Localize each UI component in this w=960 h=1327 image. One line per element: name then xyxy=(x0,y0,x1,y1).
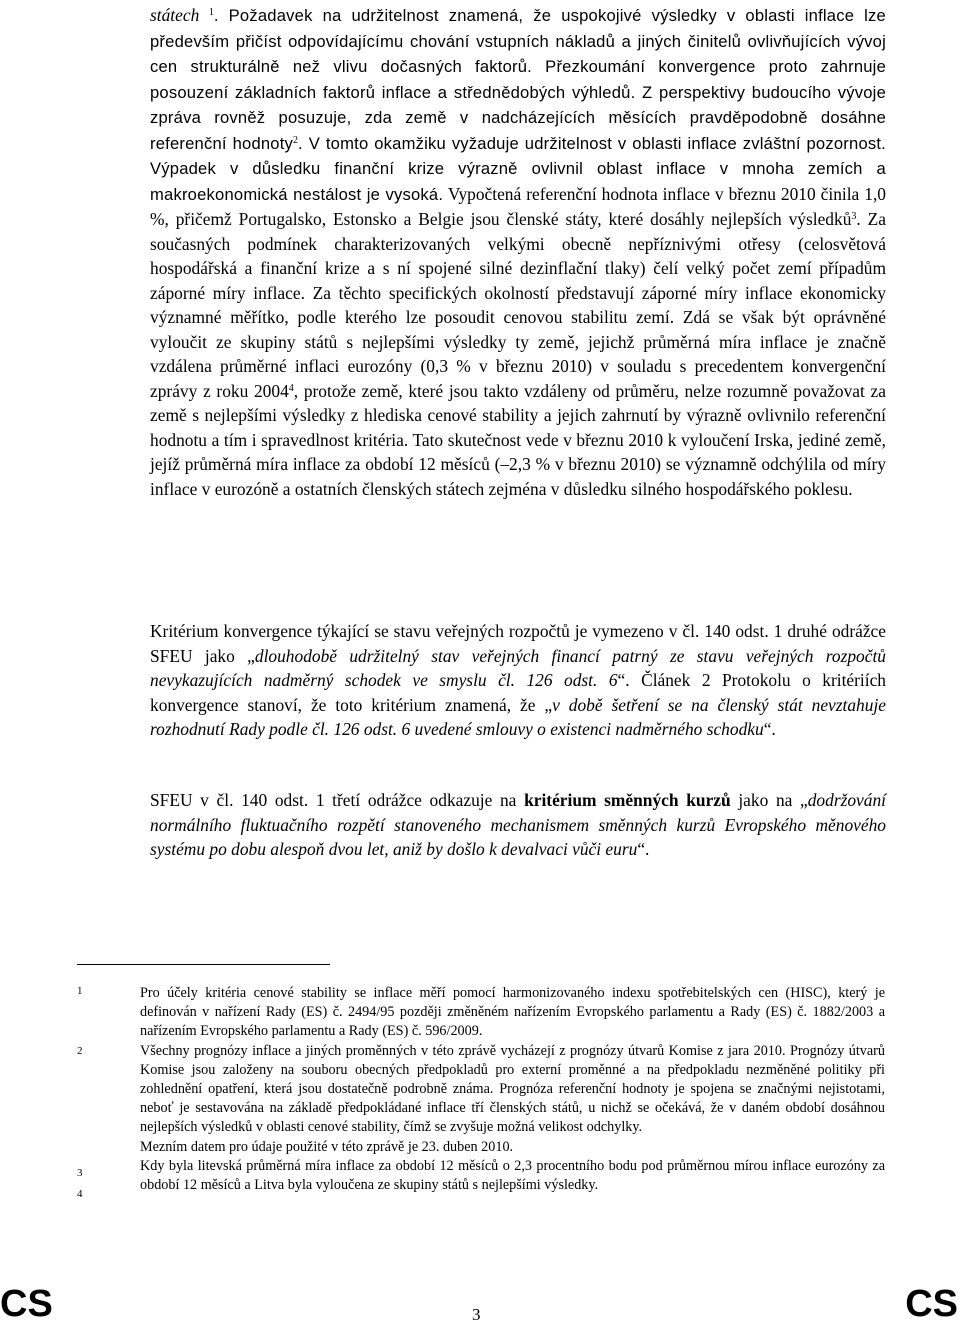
para3-part-c: jako na „ xyxy=(730,790,808,810)
footnote-text-2: Všechny prognózy inflace a jiných proměnných v této zprávě vycházejí z prognózy útvarů Komise z jara 2010. Prognózy útvarů Komise jsou založeny na souboru obecných předpokladů pro externí proměnné a na předpokladu nezměněné politiky při zohlednění opatření, která jsou dostatečně podrobně známa. Prognóza referenční hodnoty je spojena se značnými nejistotami, neboť je sestavována na základě předpokládané inflace tří členských států, u nichž se očekává, že v daném období dosáhnou nejlepších výsledků v oblasti cenové stability, čímž se zvyšuje možná velikost odchylky. xyxy=(140,1042,885,1136)
page-number: 3 xyxy=(472,1305,481,1324)
language-mark-left: CS xyxy=(0,1283,53,1325)
footnote-number-1: 1 xyxy=(77,985,83,997)
para2-quote-2: v době šetření se na členský stát nevztahuje rozhodnutí Rady podle čl. 126 odst. 6 uvedené smlouvy o existenci nadměrného schodku xyxy=(150,694,886,739)
footnote-text-3: Mezním datem pro údaje použité v této zprávě je 23. duben 2010. xyxy=(140,1138,514,1155)
para2-part-e: “. xyxy=(763,719,776,739)
footnote-number-4: 4 xyxy=(77,1188,83,1200)
para1-sentence-2: Z perspektivy budoucího vývoje zpráva rovněž posuzuje, zda země v nadcházejících měsících pravděpodobně dosáhne referenční hodnoty xyxy=(150,82,886,153)
footnote-ref-4[interactable]: 4 xyxy=(288,382,294,394)
para1-sentence-4: Vypočtená referenční hodnota inflace v březnu 2010 činila 1,0 %, přičemž Portugalsko, Estonsko a Belgie jsou členské státy, které dosáhly nejlepších výsledků xyxy=(150,183,886,229)
para3-part-e: “. xyxy=(637,839,650,859)
para2-part-a: Kritérium konvergence týkající se stavu veřejných rozpočtů je vymezeno v čl. 140 odst. 1 druhé odrážce SFEU jako „ xyxy=(150,621,886,666)
footnote-ref-3[interactable]: 3 xyxy=(851,211,857,222)
continued-text-start: státech xyxy=(150,5,200,25)
para3-part-a: SFEU v čl. 140 odst. 1 třetí odrážce odkazuje na xyxy=(150,790,525,810)
footnote-number-2: 2 xyxy=(77,1045,83,1057)
paragraph-price-stability xyxy=(150,3,886,501)
paragraph-exchange-rate-criterion xyxy=(150,788,886,862)
footnote-text-4: Kdy byla litevská průměrná míra inflace za období 12 měsíců o 2,3 procentního bodu pod průměrnou mírou inflace eurozóny za období 12 měsíců a Litva byla vyloučena ze skupiny států s nejlepšími výsledky. xyxy=(140,1157,885,1194)
footnote-number-3: 3 xyxy=(77,1167,83,1179)
para1-sentence-3: . V tomto okamžiku vyžaduje udržitelnost v oblasti inflace zvláštní pozornost. Výpadek v důsledku finanční krize výrazně ovlivnil oblast inflace v mnoha zemích a makroekonomická nestálost je vysoká. xyxy=(150,133,886,204)
para1-sentence-6: , protože země, které jsou takto vzdáleny od průměru, nelze rozumně považovat za země s nejlepšími výsledky z hlediska cenové stability a jejich zahrnutí by výrazně ovlivnilo referenční hodnotu a tím i spravedlnost kritéria. Tato skutečnost vede v březnu 2010 k vyloučení Irska, jediné země, jejíž průměrná míra inflace za období 12 měsíců (–2,3 % v březnu 2010) se významně odchýlila od míry inflace v eurozóně a ostatních členských státech zejména v důsledku silného hospodářského poklesu. xyxy=(150,380,886,499)
para1-sentence-5: . Za současných podmínek charakterizovaných velkými obecně nepříznivými otřesy (celosvětová hospodářská a finanční krize a s ní spojené silné dezinflační tlaky) čelí velký počet zemí případům záporné míry inflace. Za těchto specifických okolností představují záporné míry inflace ekonomicky významné měřítko, podle kterého lze posoudit cenovou stabilitu zemí. Zdá se však být oprávněné vyloučit ze skupiny států s nejlepšími výsledky ty země, jejichž průměrná míra inflace je značně vzdálena průměrné inflaci eurozóny (0,3 % v březnu 2010) v souladu s precedentem konvergenční zprávy z roku 2004 xyxy=(150,209,887,401)
para2-part-c: “. Článek 2 Protokolu o kritériích konvergence stanoví, že toto kritérium znamená, že „ xyxy=(150,670,886,715)
footnotes xyxy=(140,984,885,1195)
footnote-separator xyxy=(77,964,330,965)
para3-quote: dodržování normálního fluktuačního rozpětí stanoveného mechanismem směnných kurzů Evropského měnového systému po dobu alespoň dvou let, aniž by došlo k devalvaci vůči euru xyxy=(150,790,886,859)
para3-bold-term: kritérium směnných kurzů xyxy=(524,790,731,810)
footnote-text-1: Pro účely kritéria cenové stability se inflace měří pomocí harmonizovaného indexu spotřebitelských cen (HISC), který je definován v nařízení Rady (ES) č. 2494/95 později změněném nařízením Evropského parlamentu a Rady (ES) č. 1882/2003 a nařízením Evropského parlamentu a Rady (ES) č. 596/2009. xyxy=(140,985,885,1040)
para1-sentence-1: . Požadavek na udržitelnost znamená, že uspokojivé výsledky v oblasti inflace lze především přičíst odpovídajícímu chování vstupních nákladů a jiných činitelů ovlivňujících vývoj cen strukturálně než vlivu dočasných faktorů. Přezkoumání konvergence proto zahrnuje posouzení základních faktorů inflace a střednědobých výhledů. xyxy=(150,6,886,102)
footnote-ref-1[interactable]: 1 xyxy=(208,7,214,18)
para2-quote-1: dlouhodobě udržitelný stav veřejných financí patrný ze stavu veřejných rozpočtů nevykazujících nadměrný schodek ve smyslu čl. 126 odst. 6 xyxy=(150,645,886,690)
paragraph-budgetary-criterion xyxy=(150,619,886,742)
footnote-ref-2[interactable]: 2 xyxy=(293,134,299,146)
language-mark-right: CS xyxy=(905,1283,958,1325)
